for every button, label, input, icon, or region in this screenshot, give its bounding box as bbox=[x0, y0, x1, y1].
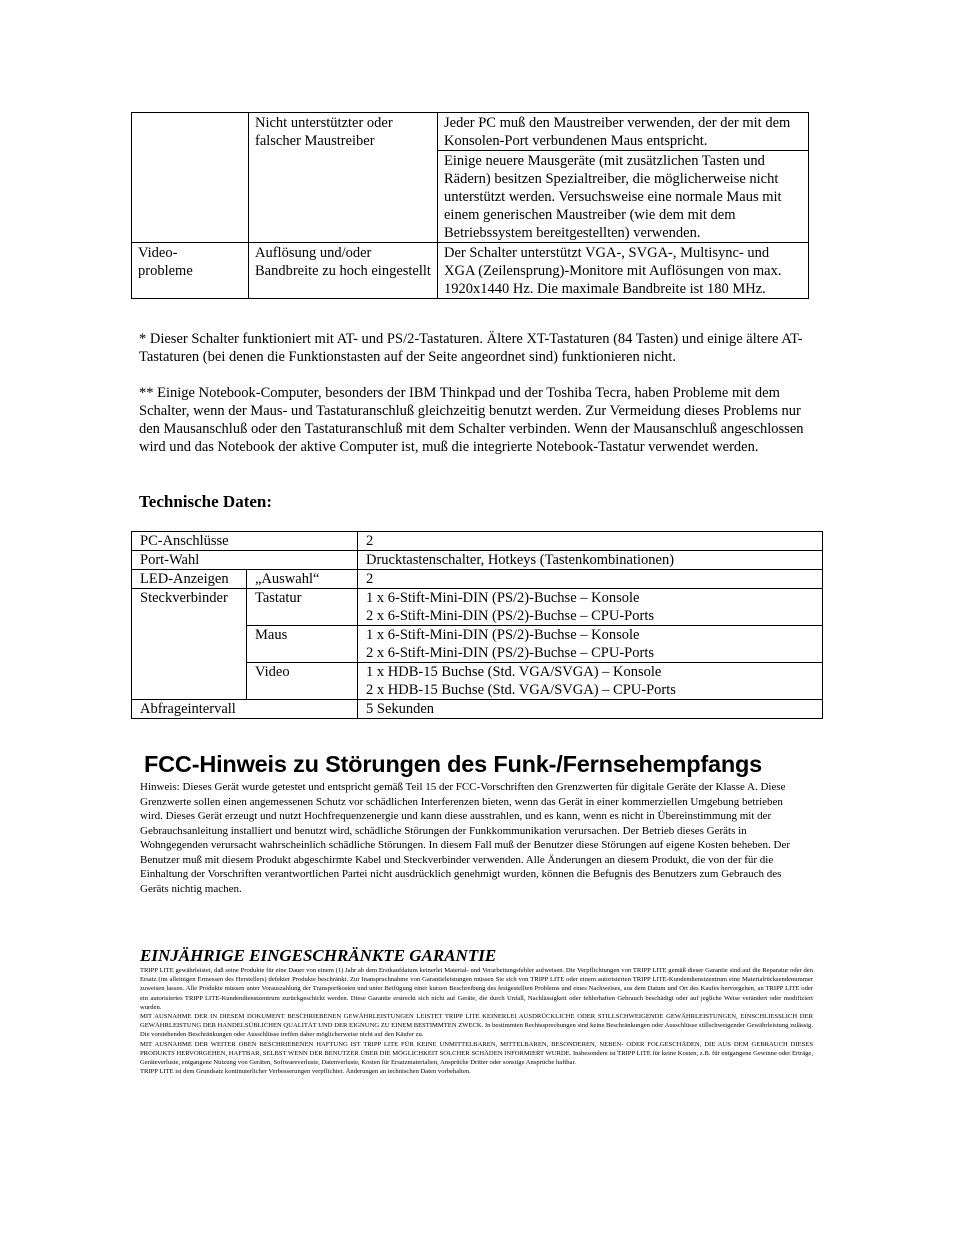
spec-value-line: 2 x HDB-15 Buchse (Std. VGA/SVGA) – CPU-Ports bbox=[366, 682, 676, 698]
warranty-paragraph: MIT AUSNAHME DER IN DIESEM DOKUMENT BESCHRIEBENEN GEWÄHRLEISTUNGEN LEISTET TRIPP LITE KEINERLEI AUSDRÜCKLICHE ODER STILLSCHWEIGENDE GEWÄHRLEISTUNGEN, EINSCHLIESSLICH DER GEWÄHRLEISTUNG DER HANDELSÜBLICHEN QUALITÄT UND DER EIGNUNG ZU EINEM BESTIMMTEN ZWECK. In bestimmten Rechtssprechungen sind keine Beschränkungen oder Ausschlüsse stillschweigender Gewährleistung zulässig. Die vorstehenden Beschränkungen oder Ausschlüsse treffen daher möglicherweise nicht auf den Käufer zu. bbox=[140, 1013, 813, 1039]
troubleshooting-table bbox=[131, 112, 809, 299]
warranty-heading: EINJÄHRIGE EINGESCHRÄNKTE GARANTIE bbox=[140, 946, 497, 965]
problem-category-cell bbox=[132, 113, 249, 243]
footnote-keyboard: * Dieser Schalter funktioniert mit AT- und PS/2-Tastaturen. Ältere XT-Tastaturen (84 Tasten) und einige ältere AT-Tastaturen (bei denen die Funktionstasten auf der Seite angeordnet sind) funktionieren nicht. bbox=[139, 331, 803, 365]
spec-label: Port-Wahl bbox=[132, 551, 358, 570]
spec-sublabel: „Auswahl“ bbox=[247, 570, 358, 589]
spec-value bbox=[358, 626, 823, 663]
table-row bbox=[132, 551, 823, 570]
footnote-notebook: ** Einige Notebook-Computer, besonders der IBM Thinkpad und der Toshiba Tecra, haben Probleme mit dem Schalter, wenn der Maus- und Tastaturanschluß gleichzeitig benutzt werden. Zur Vermeidung dieses Problems nur den Mausanschluß oder den Tastaturanschluß mit dem Schalter verbinden. Wenn der Mausanschluß angeschlossen wird und das Notebook der aktive Computer ist, muß die integrierte Notebook-Tastatur verwendet werden. bbox=[139, 385, 804, 455]
table-row bbox=[132, 570, 823, 589]
solution-cell bbox=[438, 243, 809, 299]
solution-text: Einige neuere Mausgeräte (mit zusätzlichen Tasten und Rädern) besitzen Spezialtreiber, die möglicherweise nicht unterstützt werden. Versuchsweise eine normale Maus mit einem generischen Maustreiber (wie dem mit dem Betriebssystem bereitgestellten) verwenden. bbox=[438, 150, 808, 242]
spec-value bbox=[358, 663, 823, 700]
spec-value-line: 1 x HDB-15 Buchse (Std. VGA/SVGA) – Konsole bbox=[366, 664, 662, 680]
spec-value-line: 2 x 6-Stift-Mini-DIN (PS/2)-Buchse – CPU-Ports bbox=[366, 645, 654, 661]
spec-label: PC-Anschlüsse bbox=[132, 532, 358, 551]
spec-value-line: 1 x 6-Stift-Mini-DIN (PS/2)-Buchse – Konsole bbox=[366, 590, 640, 606]
spec-label: LED-Anzeigen bbox=[132, 570, 247, 589]
spec-value: 5 Sekunden bbox=[358, 700, 823, 719]
solution-cell bbox=[438, 113, 809, 243]
spec-value: 2 bbox=[358, 532, 823, 551]
tech-data-heading: Technische Daten: bbox=[139, 492, 273, 511]
warranty-paragraph: MIT AUSNAHME DER WEITER OBEN BESCHRIEBENEN HAFTUNG IST TRIPP LITE FÜR KEINE UNMITTELBAREN, MITTELBAREN, BESONDEREN, NEBEN- ODER FOLGESCHÄDEN, DIE AUS DEM GEBRAUCH DIESES PRODUKTS HERVORGEHEN, HAFTBAR, SELBST WENN DER BENUTZER ÜBER DIE MÖGLICHKEIT SOLCHER SCHÄDEN INFORMIERT WURDE. Insbesondere ist TRIPP LITE für keine Kosten, z.B. für entgangene Gewinne oder Erträge, Geräteverluste, entgangene Nutzung von Geräten, Softwareverluste, Datenverluste, Kosten für Ersatzmaterialien, Ansprüche Dritter oder sonstige Ansprüche haftbar. bbox=[140, 1040, 813, 1067]
spec-value: Drucktastenschalter, Hotkeys (Tastenkombinationen) bbox=[358, 551, 823, 570]
table-row bbox=[132, 700, 823, 719]
spec-value: 2 bbox=[358, 570, 823, 589]
solution-text: Der Schalter unterstützt VGA-, SVGA-, Multisync- und XGA (Zeilensprung)-Monitore mit Auflösungen von max. 1920x1440 Hz. Die maximale Bandbreite ist 180 MHz. bbox=[444, 245, 782, 297]
warranty-paragraph: TRIPP LITE gewährleistet, daß seine Produkte für eine Dauer von einem (1) Jahr ab dem Erstkaufdatum keinerlei Material- und Verarbeitungsfehler aufweisen. Die Verpflichtungen von TRIPP LITE gemäß dieser Garantie sind auf die Reparatur oder den Ersatz (im alleinigen Ermessen des Herstellers) defekter Produkte beschränkt. Zur Inanspruchnahme von Garantieleistungen müssen Sie sich von TRIPP LITE oder einem autorisierten TRIPP LITE-Kundendienstzentrum eine Materialrücksendenummer zuweisen lassen. Alle Produkte müssen unter Vorauszahlung der Transportkosten und unter Beifügung einer kurzen Beschreibung des festgestellten Problems und eines Nachweises, aus dem Datum und Ort des Kaufes hervorgehen, an TRIPP LITE oder ein autorisiertes TRIPP LITE-Kundendienstzentrum zurückgeschickt werden. Diese Garantie erstreckt sich nicht auf Geräte, die durch Unfall, Nachlässigkeit oder fehlerhaften Gebrauch beschädigt oder auf jegliche Weise verändert oder modifiziert wurden. bbox=[140, 967, 813, 1011]
table-row bbox=[132, 113, 809, 243]
warranty-paragraph: TRIPP LITE ist dem Grundsatz kontinuierlicher Verbesserungen verpflichtet. Änderungen an technischen Daten vorbehalten. bbox=[140, 1068, 471, 1076]
tech-spec-table bbox=[131, 531, 823, 719]
table-row bbox=[132, 589, 823, 626]
table-row bbox=[132, 243, 809, 299]
spec-value-line: 2 x 6-Stift-Mini-DIN (PS/2)-Buchse – CPU-Ports bbox=[366, 608, 654, 624]
spec-sublabel: Tastatur bbox=[247, 589, 358, 626]
fcc-notice-text: Hinweis: Dieses Gerät wurde getestet und entspricht gemäß Teil 15 der FCC-Vorschriften den Grenzwerten für digitale Geräte der Klasse A. Diese Grenzwerte sollen einen angemessenen Schutz vor schädlichen Interferenzen bieten, wenn das Gerät in einer kommerziellen Umgebung betrieben wird. Dieses Gerät erzeugt und nutzt Hochfrequenzenergie und kann diese ausstrahlen, und es kann, wenn es nicht in Übereinstimmung mit der Gebrauchsanleitung installiert und benutzt wird, schädliche Störungen der Funkkommunikation verursachen. Der Betrieb dieses Geräts in Wohngegenden verursacht wahrscheinlich schädliche Störungen. In diesem Fall muß der Benutzer diese Störungen auf eigene Kosten beheben. Der Benutzer muß mit diesem Produkt abgeschirmte Kabel und Steckverbinder verwenden. Alle Änderungen an diesem Produkt, die von der für die Einhaltung der Vorschriften verantwortlichen Partei nicht ausdrücklich genehmigt wurden, können die Befugnis des Benutzers zum Gebrauch des Geräts nichtig machen. bbox=[140, 781, 791, 895]
cause-cell: Nicht unterstützter oder falscher Maustreiber bbox=[249, 113, 438, 243]
table-row bbox=[132, 532, 823, 551]
spec-value bbox=[358, 589, 823, 626]
spec-label: Steckverbinder bbox=[132, 589, 247, 700]
warranty-text bbox=[140, 966, 813, 1076]
spec-sublabel: Video bbox=[247, 663, 358, 700]
fcc-heading: FCC-Hinweis zu Störungen des Funk-/Fernsehempfangs bbox=[144, 751, 763, 777]
spec-label: Abfrageintervall bbox=[132, 700, 358, 719]
cause-cell: Auflösung und/oder Bandbreite zu hoch eingestellt bbox=[249, 243, 438, 299]
problem-category-text: Video- probleme bbox=[138, 245, 193, 279]
spec-sublabel: Maus bbox=[247, 626, 358, 663]
solution-text: Jeder PC muß den Maustreiber verwenden, der der mit dem Konsolen-Port verbundenen Maus entspricht. bbox=[444, 115, 791, 149]
problem-category-cell bbox=[132, 243, 249, 299]
spec-value-line: 1 x 6-Stift-Mini-DIN (PS/2)-Buchse – Konsole bbox=[366, 627, 640, 643]
